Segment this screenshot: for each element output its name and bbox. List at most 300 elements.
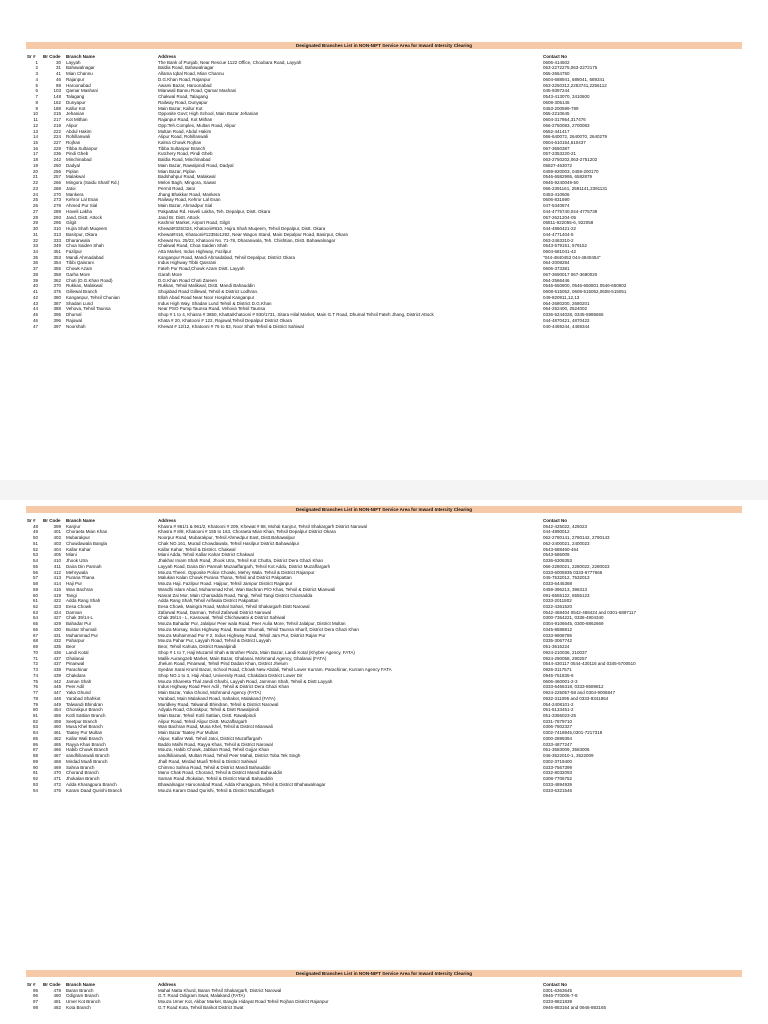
cell-sr: 79	[32, 701, 38, 707]
cell-branch-name: Mirdad Muafi Branch	[66, 758, 108, 764]
cell-contact: 0946-770006-7-8	[543, 993, 578, 999]
cell-br-code: 423	[53, 604, 61, 610]
cell-address: Jand Br. Distt. Attock	[158, 214, 200, 220]
cell-address: Noorpur Road, Mubarakpur, Tehsil Ahmedpur East, Distt.Bahawalpur	[158, 535, 295, 541]
cell-contact: 063-2250312,2253741,2256112	[543, 82, 607, 88]
cell-branch-name: Choti (D.G.Khan Road)	[66, 277, 113, 283]
cell-sr: 34	[32, 248, 38, 254]
cell-sr: 42	[32, 294, 38, 300]
cell-contact: 0945-761835-6	[543, 672, 574, 678]
cell-contact: 0543-579151, 579152	[543, 243, 588, 249]
page-title: Designated Branches List in NON-NIFT Service Area for Inward Intercity Clearing	[26, 970, 742, 977]
cell-contact: 066-2750083, 2700083	[543, 122, 590, 128]
cell-branch-name: Tangi	[66, 592, 77, 598]
cell-address: Miani Adda, Tehsil Kallar Kahar District Chakwal	[158, 552, 254, 558]
cell-contact: 0604-681041-42	[543, 248, 577, 254]
cell-contact: 0333-6466318, 0333-8589812	[543, 684, 604, 690]
cell-branch-name: Jhokalan Branch	[66, 776, 100, 782]
cell-br-code: 439	[53, 672, 61, 678]
cell-sr: 38	[32, 271, 38, 277]
header-contact: Contact No	[543, 982, 567, 987]
cell-branch-name: Pindi Gheb	[66, 151, 89, 157]
cell-address: Khewat#325/324, Khatooni#810, Hujra Shah Muqeem, Tehsil Depalpur, Distt. Okara	[158, 226, 326, 232]
cell-sr: 75	[32, 678, 38, 684]
cell-branch-name: Kallar Wali Branch	[66, 735, 103, 741]
cell-sr: 44	[32, 306, 38, 312]
cell-sr: 60	[32, 592, 38, 598]
cell-sr: 4	[35, 76, 38, 82]
cell-contact: 0946-883164 and 0946-883165	[543, 1004, 607, 1010]
cell-address: Mouza Haji. Fazilpur Road. Hajipur, Tehsil Jampur District Rajanpur	[158, 581, 293, 587]
cell-br-code: 432	[53, 638, 61, 644]
cell-contact: 0543-413070, 3410600	[543, 94, 590, 100]
cell-address: Khasra # 8/8, Khatooni # 155 to 163, Choraeta Mian Khan, Tehsil Depalpur District Okara	[158, 529, 336, 535]
cell-contact: 044-4860421-22	[543, 226, 577, 232]
cell-contact: 044-4890012	[543, 529, 570, 535]
cell-sr: 30	[32, 226, 38, 232]
cell-br-code: 431	[53, 632, 61, 638]
cell-br-code: 427	[53, 615, 61, 621]
cell-br-code: 449	[53, 701, 61, 707]
sheet-page-1	[26, 42, 742, 329]
cell-address: Chak 39/14 - L, Kassowal, Tehsil Chichawatni & District Sahiwal	[158, 615, 286, 621]
cell-br-code: 353	[53, 254, 61, 260]
cell-br-code: 472	[53, 781, 61, 787]
cell-contact: 0333-6005935 0333-6777666	[543, 569, 603, 575]
cell-sr: 8	[35, 99, 38, 105]
cell-contact: 0459-396213, 396313	[543, 586, 588, 592]
cell-contact: 047-5340874	[543, 203, 570, 209]
cell-address: Alipur, Kallar Wali, Tehsil Jatoi, District Muzaffargarh	[158, 735, 262, 741]
cell-br-code: 351	[53, 248, 61, 254]
cell-branch-name: Choa Saiden Shah	[66, 243, 104, 249]
cell-branch-name: Kehror Lal Esan	[66, 197, 99, 203]
cell-br-code: 436	[53, 649, 61, 655]
cell-branch-name: Parachinar	[66, 667, 88, 673]
cell-branch-name: Umer Kot Branch	[66, 999, 101, 1005]
cell-branch-name: Taatey Pur Multan	[66, 730, 103, 736]
cell-contact: 0652-441417	[543, 128, 570, 134]
cell-contact: 0546-650800, 0546-650801 0546-650802	[543, 283, 627, 289]
header-contact: Contact No	[543, 54, 567, 59]
cell-br-code: 358	[53, 271, 61, 277]
cell-contact: 065-2664750	[543, 71, 570, 77]
cell-branch-name: Dadyal	[66, 162, 81, 168]
cell-address: sandhilianwali, Multan Road, Tehsil Peer Mahal, District Toba Tek Singh	[158, 753, 301, 759]
cell-br-code: 469	[53, 764, 61, 770]
cell-br-code: 468	[53, 758, 61, 764]
cell-sr: 16	[32, 145, 38, 151]
cell-sr: 1	[35, 59, 38, 65]
cell-address: Rajanpur Road, Kot Mithan	[158, 117, 213, 123]
cell-address: Main Bazar, Ahmadpur Sial	[158, 203, 213, 209]
cell-address: Zafarwal Road, Darman, Tehsil Zafarwal District Narowal	[158, 609, 271, 615]
cell-sr: 74	[32, 672, 38, 678]
cell-branch-name: Ahmed Pur Sial	[66, 203, 98, 209]
cell-br-code: 411	[53, 563, 61, 569]
cell-sr: 54	[32, 558, 38, 564]
header-branch-name: Branch Name	[66, 54, 96, 59]
header-address: Address	[158, 982, 177, 987]
cell-contact: 0331-7879710	[543, 718, 573, 724]
cell-contact: 0453-410606	[543, 191, 570, 197]
cell-sr: 15	[32, 140, 38, 146]
cell-br-code: 403	[53, 540, 61, 546]
cell-address: Awami Bazar, Haroonabad	[158, 82, 212, 88]
cell-branch-name: Vehova, Tehsil Taunsa	[66, 306, 111, 312]
cell-br-code: 273	[53, 197, 61, 203]
cell-br-code: 419	[53, 592, 61, 598]
cell-contact: 0333-6321546	[543, 787, 573, 793]
cell-br-code: 217	[53, 117, 61, 123]
cell-contact: 051-3583009, 3583006	[543, 747, 590, 753]
cell-address: Yarabad, Main Malakand Road, Sahakot, Malakand (FATA)	[158, 695, 276, 701]
cell-contact: 0333-7567399	[543, 764, 573, 770]
cell-branch-name: Daira Din Pannah	[66, 563, 102, 569]
cell-br-code: 295	[53, 220, 61, 226]
cell-branch-name: sandhilianwali Branch	[66, 753, 110, 759]
cell-address: Chakwal Road, Talagang	[158, 94, 208, 100]
cell-contact: 0333-2011802	[543, 598, 572, 604]
cell-sr: 46	[32, 317, 38, 323]
cell-sr: 2	[35, 65, 38, 71]
cell-br-code: 402	[53, 535, 61, 541]
cell-contact: 049-820911,12,13	[543, 294, 580, 300]
cell-address: Kashmir Market, Airport Road, Gilgit	[158, 220, 230, 226]
cell-contact: 091-6555122, 6555123	[543, 592, 590, 598]
cell-sr: 22	[32, 180, 38, 186]
cell-sr: 53	[32, 552, 38, 558]
cell-br-code: 448	[53, 695, 61, 701]
cell-contact: 0301-6363645	[543, 987, 573, 993]
cell-sr: 88	[32, 753, 38, 759]
cell-contact: 0459-920003, 0459-200170	[543, 168, 599, 174]
cell-br-code: 188	[53, 105, 61, 111]
table-row	[26, 1005, 742, 1011]
cell-contact: 057-2353220-21	[543, 151, 577, 157]
branches-table	[26, 982, 742, 1011]
cell-contact: 0333-6445368	[543, 581, 573, 587]
cell-sr: 24	[32, 191, 38, 197]
cell-contact: 045-7532012, 7532013	[543, 575, 590, 581]
cell-contact: 045-9397244	[543, 88, 570, 94]
cell-address: Baldia Road, Bahawalnagar	[158, 65, 214, 71]
cell-branch-name: Bahadar Pur	[66, 621, 92, 627]
cell-contact: 0300-7364221, 0336-4904340	[543, 615, 604, 621]
cell-br-code: 482	[53, 1004, 61, 1010]
page-title: Designated Branches List in NON-NIFT Service Area for Inward Intercity Clearing	[26, 506, 742, 513]
cell-branch-name: Dunyapur	[66, 99, 86, 105]
cell-address: Atta Market, Indus Highway, Fazilpur	[158, 248, 232, 254]
cell-contact: 044-4771404-5	[543, 231, 574, 237]
cell-branch-name: Malakwal	[66, 174, 85, 180]
cell-br-code: 414	[53, 581, 61, 587]
cell-branch-name: Chowk Azam	[66, 266, 93, 272]
cell-branch-name: Bustar Shumali	[66, 626, 97, 632]
cell-branch-name: Choraeta Mian Khan	[66, 529, 108, 535]
cell-branch-name: Kallur Kot	[66, 105, 86, 111]
cell-br-code: 229	[53, 145, 61, 151]
cell-address: Alipur Road, Rohillanwali	[158, 134, 209, 140]
cell-branch-name: Tibbi Qaisrani	[66, 260, 94, 266]
cell-br-code: 268	[53, 185, 61, 191]
cell-sr: 3	[35, 71, 38, 77]
cell-br-code: 215	[53, 111, 61, 117]
cell-address: Khewat # 12/12, Khatooni # 76 to 82, Noor Shah Tehsil & District Sahiwal	[158, 323, 304, 329]
cell-address: Mahal Natta Khurd, Baran Tehsil Shakargarh, District Narowal	[158, 987, 282, 993]
cell-br-code: 31	[55, 65, 61, 71]
cell-address: Alipur Road, Tehsil Alipur Distt. Muzaffargarh	[158, 718, 248, 724]
cell-branch-name: Haji Pur	[66, 581, 83, 587]
cell-contact: 0302-3719400	[543, 758, 573, 764]
cell-contact: 064-2008284	[543, 260, 570, 266]
cell-branch-name: Pinanwal	[66, 661, 85, 667]
cell-contact: 0302-7418945,0301-7217318	[543, 730, 603, 736]
cell-br-code: 437	[53, 655, 61, 661]
cell-br-code: 416	[53, 586, 61, 592]
cell-contact: 044-4870421, 4870422	[543, 317, 590, 323]
cell-sr: 40	[32, 283, 38, 289]
cell-branch-name: Yarabad Shahkot	[66, 695, 101, 701]
cell-address: Mian Bazar, Piplan	[158, 168, 196, 174]
cell-branch-name: Karam Daad Qurishi Branch	[66, 787, 123, 793]
cell-address: Mailik Aurangzeb Market, Main Bazar, Ghalanai, Mohmand Agency, Ghalanai (FATA)	[158, 655, 327, 661]
cell-branch-name: Habib Chowk Branch	[66, 747, 109, 753]
cell-contact: 063-2750202,063-2751202	[543, 157, 598, 163]
cell-contact: 0335-3067742	[543, 638, 573, 644]
cell-contact: 066-2391161, 2591141,2391131	[543, 185, 608, 191]
cell-br-code: 250	[53, 162, 61, 168]
cell-contact: 05811-922055-6, 922058	[543, 220, 594, 226]
cell-branch-name: Jehanian	[66, 111, 85, 117]
header-sr: Sr #	[27, 54, 36, 59]
cell-contact: 0300-2899394	[543, 735, 573, 741]
cell-branch-name: Kot Mithan	[66, 117, 88, 123]
cell-br-code: 395	[53, 312, 61, 318]
cell-br-code: 41	[55, 71, 61, 77]
cell-sr: 49	[32, 529, 38, 535]
cell-br-code: 399	[53, 523, 61, 529]
cell-branch-name: Rukkan, Malakwal	[66, 283, 103, 289]
header-sr: Sr #	[27, 518, 36, 523]
cell-branch-name: Gillewal Branch	[66, 289, 98, 295]
cell-address: Shop # 1 to 4, Khasra # 3850, Khatta/Khatooni # 930/1731, Sitara Hilal Market, Main G.T Road, Dhumal Tehsil Fateh Jhang, District Attock	[158, 312, 434, 318]
cell-branch-name: Yaka Ghund	[66, 690, 91, 696]
cell-address: Kalma Chowk Rojhan	[158, 140, 202, 146]
cell-address: Mouza Karam Daad Qurishi, Tehsil & District Muzaffargarh	[158, 787, 275, 793]
cell-sr: 64	[32, 615, 38, 621]
cell-address: Kanganpur Road, Mandi Ahmadabad, Tehsil Depalpur, District Okara	[158, 254, 295, 260]
cell-sr: 81	[32, 712, 38, 718]
cell-br-code: 467	[53, 753, 61, 759]
cell-address: Eesa Chowk, Maingra Road, Mahal Sahari, Tehsil Shakargarh Distt Narowal	[158, 604, 310, 610]
cell-branch-name: Dharanwala	[66, 237, 91, 243]
cell-sr: 27	[32, 208, 38, 214]
cell-br-code: 219	[53, 122, 61, 128]
cell-contact: 062-2400021, 2400023	[543, 540, 590, 546]
cell-address: Jhall Road, Mirdad Muafi Tehsil & District Sahiwal	[158, 758, 257, 764]
cell-address: Opp:Teh.Complex, Multan Road, Alipur	[158, 122, 236, 128]
cell-contact: 0924-225057-58 and 0304-9006847	[543, 690, 616, 696]
cell-contact: 040-4469244, 4469344	[543, 323, 590, 329]
cell-address: Mouza Muhammad Pur # 2, Indus Highway Road, Tehsil Jam Pur, District Rajan Pur	[158, 632, 326, 638]
cell-sr: 35	[32, 254, 38, 260]
cell-address: Mano Chak Road, Chorand, Tehsil & District Mandi Bahauddin	[158, 770, 283, 776]
cell-contact: 0608-305145	[543, 99, 570, 105]
cell-branch-name: Paharpur	[66, 638, 85, 644]
cell-sr: 55	[32, 563, 38, 569]
cell-contact: 0606-414502	[543, 59, 570, 65]
cell-branch-name: Purana Thana	[66, 575, 95, 581]
header-br-code: Br Code	[43, 518, 61, 523]
cell-br-code: 88	[55, 82, 61, 88]
cell-branch-name: Beor	[66, 644, 76, 650]
header-br-code: Br Code	[43, 54, 61, 59]
cell-sr: 36	[32, 260, 38, 266]
cell-br-code: 404	[53, 546, 61, 552]
cell-br-code: 438	[53, 667, 61, 673]
cell-branch-name: Jhook Utra	[66, 558, 88, 564]
cell-br-code: 429	[53, 621, 61, 627]
cell-branch-name: Ghorakpur Branch	[66, 707, 103, 713]
cell-sr: 63	[32, 609, 38, 615]
cell-branch-name: Musa Khel Branch	[66, 724, 103, 730]
cell-address: Allama Iqbal Road, Mian Channu	[158, 71, 225, 77]
cell-contact: 0932-311095 and 0333-9341864	[543, 695, 609, 701]
cell-address: Chak NO.161, Murad Chowdawala, Tehsil Hasilpur District Bahawalpur	[158, 540, 300, 546]
cell-sr: 96	[32, 993, 38, 999]
cell-sr: 97	[32, 999, 38, 1005]
cell-br-code: 103	[53, 88, 61, 94]
cell-sr: 23	[32, 185, 38, 191]
cell-sr: 21	[32, 174, 38, 180]
cell-sr: 65	[32, 621, 38, 627]
cell-sr: 76	[32, 684, 38, 690]
cell-address: Tibba Sultanpur Branch	[158, 145, 206, 151]
cell-address: Mouza, Habib Chowk, Jabban Road, Tehsil Gujjar Khan	[158, 747, 269, 753]
cell-sr: 43	[32, 300, 38, 306]
header-branch-name: Branch Name	[66, 982, 96, 987]
cell-address: Indus High Way, Shadan Lund Tehsil & District D.G.Khan	[158, 300, 272, 306]
cell-br-code: 313	[53, 231, 61, 237]
cell-contact: 051-3616224	[543, 644, 570, 650]
cell-address: G.T Road Kota, Tehsil Barikot District Swat	[158, 1004, 244, 1010]
cell-br-code: 445	[53, 684, 61, 690]
cell-contact: 054-2408101-2	[543, 701, 574, 707]
cell-branch-name: Landi Kotal	[66, 649, 89, 655]
cell-sr: 66	[32, 626, 38, 632]
cell-sr: 84	[32, 730, 38, 736]
cell-sr: 28	[32, 214, 38, 220]
cell-branch-name: Kotli Sattian Branch	[66, 712, 106, 718]
cell-br-code: 289	[53, 208, 61, 214]
cell-branch-name: Mehrywala	[66, 569, 88, 575]
cell-branch-name: Fazilpur	[66, 248, 83, 254]
cell-br-code: 478	[53, 987, 61, 993]
cell-branch-name: Chowdawala Bangla	[66, 540, 108, 546]
cell-sr: 85	[32, 735, 38, 741]
cell-sr: 67	[32, 632, 38, 638]
cell-branch-name: Minchinabad	[66, 157, 92, 163]
cell-branch-name: Dhumal	[66, 312, 82, 318]
cell-br-code: 480	[53, 993, 61, 999]
sheet-page-3	[26, 970, 742, 1011]
cell-address: D.G.Khan Road, Rajanpur	[158, 76, 211, 82]
cell-br-code: 333	[53, 237, 61, 243]
cell-contact: 0333-9808786	[543, 632, 573, 638]
cell-sr: 31	[32, 231, 38, 237]
cell-br-code: 162	[53, 99, 61, 105]
cell-address: Shujabad Road Gillewal, Tehsil & District Lodhran.	[158, 289, 259, 295]
cell-br-code: 30	[55, 59, 61, 65]
cell-branch-name: Jatoi	[66, 185, 76, 191]
cell-contact: 0542-425022, 425023	[543, 523, 588, 529]
cell-branch-name: Kanganpur, Tehsil Chunian	[66, 294, 120, 300]
cell-branch-name: Adda Rang Shah	[66, 598, 101, 604]
cell-sr: 90	[32, 764, 38, 770]
cell-contact: 063-2463310-2	[543, 237, 574, 243]
cell-sr: 29	[32, 220, 38, 226]
cell-br-code: 349	[53, 243, 61, 249]
cell-address: Jhelum Road, Pinanwal, Tehsil Pind Dadan Khan, District Jhelum	[158, 661, 288, 667]
cell-br-code: 465	[53, 741, 61, 747]
cell-br-code: 481	[53, 999, 61, 1005]
cell-sr: 77	[32, 690, 38, 696]
cell-branch-name: Wan Bachran	[66, 586, 94, 592]
cell-address: Layyah Road, Daira Din Pannah Muzaaffargarh, Tehsil Kot Addu, District Muzaffargarh	[158, 563, 331, 569]
cell-contact: 0608-515052, 0608-515052,0608-515051	[543, 289, 627, 295]
cell-sr: 48	[32, 523, 38, 529]
cell-address: Mouza Morsay, Indus Highway Road, Bustar Shumali, Tehsil Taunsa Sharif, District Dera Ghazi Khan	[158, 626, 359, 632]
cell-br-code: 422	[53, 598, 61, 604]
cell-address: Wandhi Islam Abad, Muhammad Khel, Wan Bachran P/O Khas, Tehsil & District Mianwali	[158, 586, 336, 592]
cell-branch-name: Rajowal	[66, 317, 83, 323]
cell-address: Main Bazar Taatey Pur Multan	[158, 730, 219, 736]
cell-sr: 70	[32, 649, 38, 655]
cell-sr: 69	[32, 644, 38, 650]
cell-address: Khewat No. 25/22, Khatooni No. 71-78, Dharanwala, Teh. Chishtian, Distt. Bahawalnagar	[158, 237, 336, 243]
cell-sr: 17	[32, 151, 38, 157]
cell-br-code: 256	[53, 168, 61, 174]
cell-br-code: 387	[53, 300, 61, 306]
cell-address: Baddo Malhi Road, Rayya Khas, Tehsil & District Narowal	[158, 741, 273, 747]
cell-address: Muridkey Road, Talwandi Bhindran, Tehsil & District Narowal	[158, 701, 279, 707]
cell-address: Permit Road, Jatoi	[158, 185, 196, 191]
cell-branch-name: Seetpur Branch	[66, 718, 98, 724]
cell-br-code: 424	[53, 609, 61, 615]
cell-contact: 063-2272275,063-2272175	[543, 65, 598, 71]
cell-sr: 12	[32, 122, 38, 128]
cell-br-code: 242	[53, 157, 61, 163]
cell-br-code: 293	[53, 214, 61, 220]
cell-contact: 0924-210036, 210037	[543, 649, 588, 655]
cell-address: Mianwali Bannu Road, Qamar Mashani	[158, 88, 237, 94]
cell-br-code: 470	[53, 770, 61, 776]
cell-br-code: 222	[53, 128, 61, 134]
cell-br-code: 46	[55, 76, 61, 82]
cell-contact: 0308-7706752	[543, 776, 573, 782]
cell-br-code: 224	[53, 134, 61, 140]
cell-br-code: 466	[53, 747, 61, 753]
cell-branch-name: Noorshah	[66, 323, 86, 329]
cell-br-code: 410	[53, 558, 61, 564]
cell-br-code: 227	[53, 140, 61, 146]
header-branch-name: Branch Name	[66, 518, 96, 523]
cell-branch-name: Qamar Mashani	[66, 88, 99, 94]
cell-sr: 72	[32, 661, 38, 667]
cell-br-code: 435	[53, 644, 61, 650]
cell-contact: 067-3650387	[543, 145, 570, 151]
